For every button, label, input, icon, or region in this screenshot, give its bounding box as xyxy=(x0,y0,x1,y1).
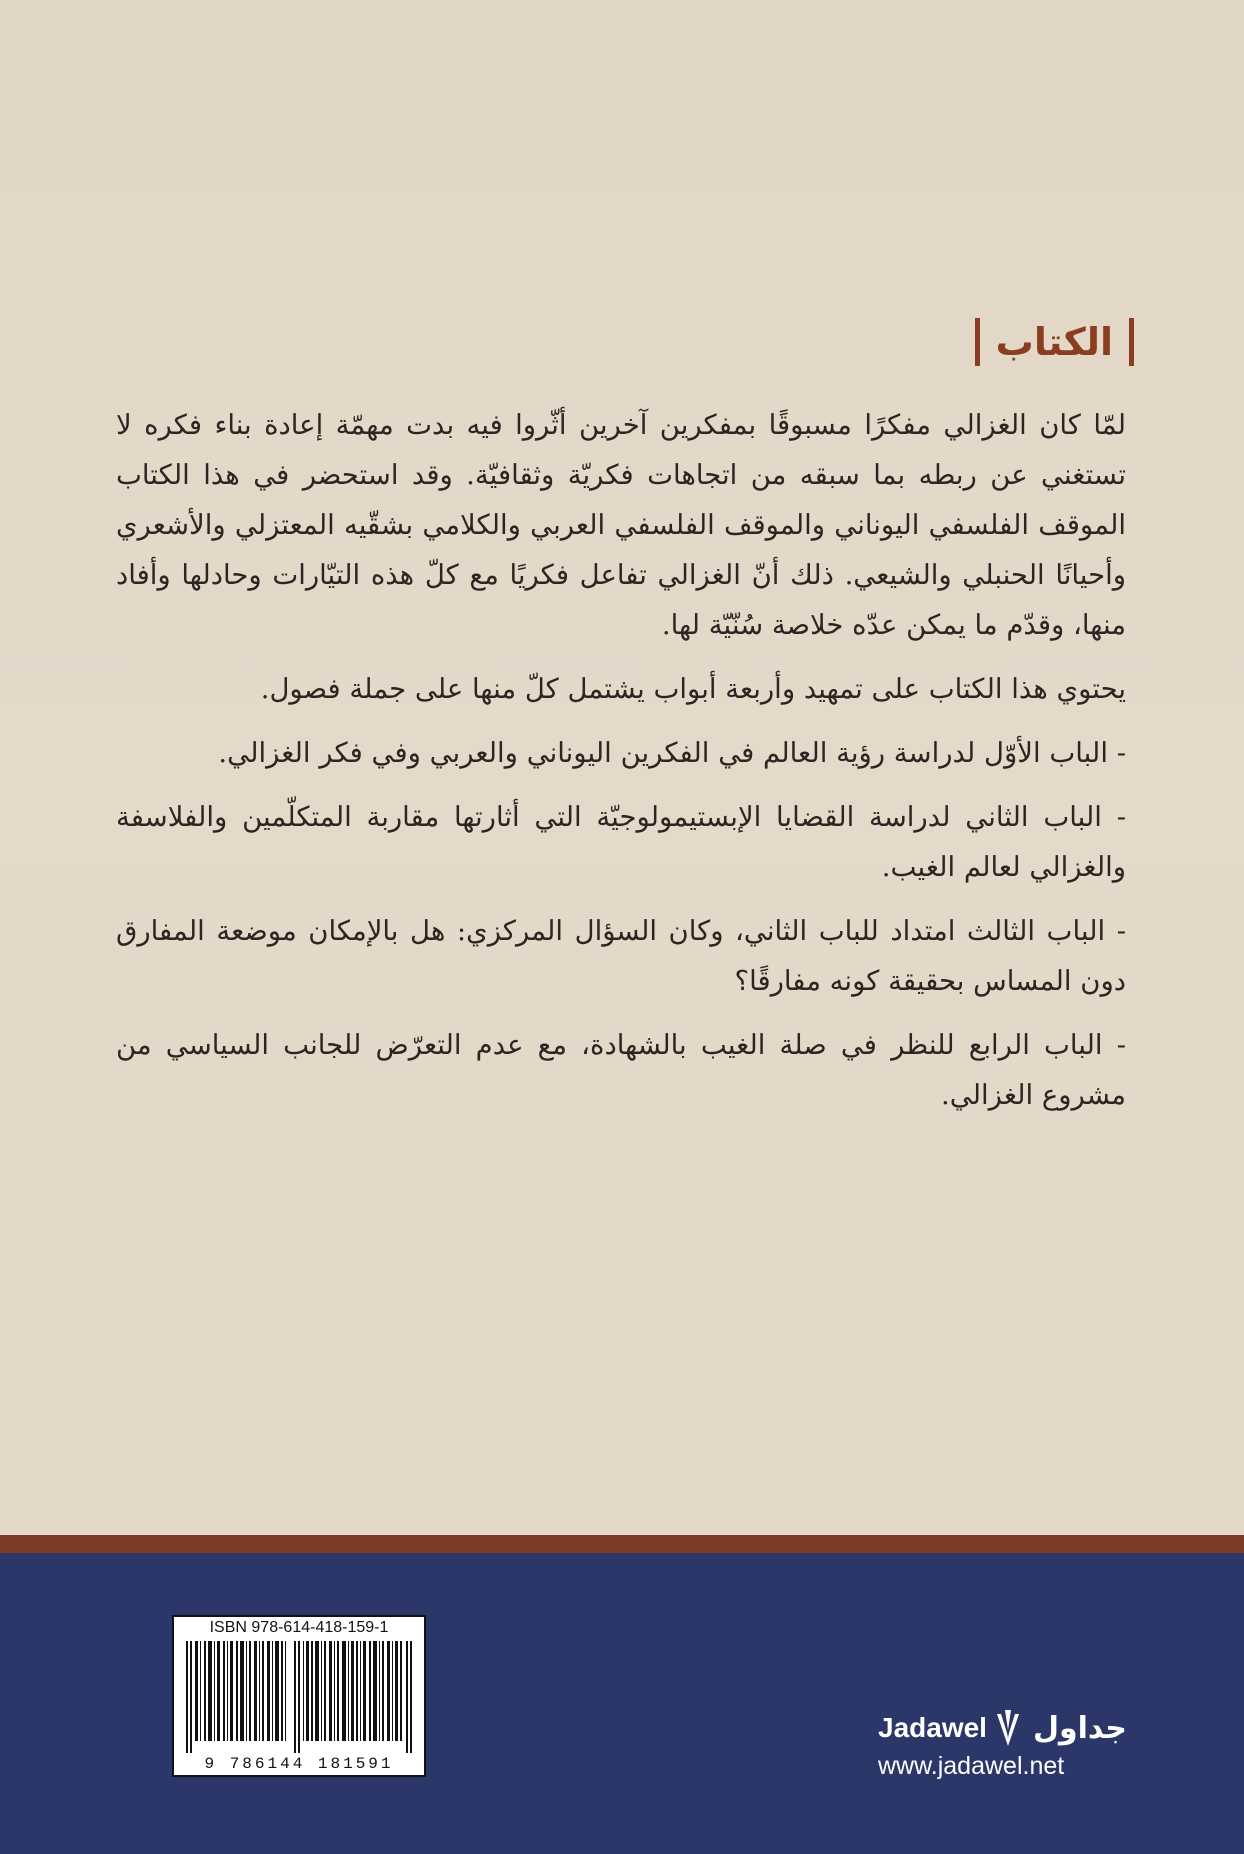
publisher-logo xyxy=(878,1708,1127,1781)
paragraph-part-1: - الباب الأوّل لدراسة رؤية العالم في الفكرين اليوناني والعربي وفي فكر الغزالي. xyxy=(218,737,1126,769)
publisher-leaf-icon xyxy=(991,1708,1025,1748)
heading-title: الكتاب xyxy=(995,320,1113,364)
color-divider-band xyxy=(0,1535,1244,1553)
barcode-bars-graphic xyxy=(186,1641,412,1753)
paragraph-part-4: - الباب الرابع للنظر في صلة الغيب بالشهادة، مع عدم التعرّض للجانب السياسي من مشروع الغزالي. xyxy=(116,1029,1126,1111)
publisher-name-arabic: جداول xyxy=(1032,1710,1127,1746)
paragraph-intro: لمّا كان الغزالي مفكرًا مسبوقًا بمفكرين آخرين أثّروا فيه بدت مهمّة إعادة بناء فكره لا تستغني عن ربطه بما سبقه من اتجاهات فكريّة وثقافيّة. وقد استحضر في هذا الكتاب الموقف الفلسفي اليوناني والموقف الفلسفي العربي والكلامي بشقّيه المعتزلي والأشعري وأحيانًا الحنبلي والشيعي. ذلك أنّ الغزالي تفاعل فكريًا مع كلّ هذه التيّارات وحادلها وأفاد منها، وقدّم ما يمكن عدّه خلاصة سُنّيّة لها. xyxy=(116,409,1126,641)
paragraph-structure: يحتوي هذا الكتاب على تمهيد وأربعة أبواب يشتمل كلّ منها على جملة فصول. xyxy=(260,673,1126,705)
publisher-url: www.jadawel.net xyxy=(878,1752,1065,1780)
publisher-name-latin: Jadawel xyxy=(878,1712,987,1743)
heading-bar-left xyxy=(975,318,980,366)
isbn-barcode xyxy=(172,1615,426,1777)
isbn-label: ISBN 978-614-418-159-1 xyxy=(209,1619,389,1636)
barcode-digits: 9 786144 181591 xyxy=(204,1755,394,1773)
paragraph-part-3: - الباب الثالث امتداد للباب الثاني، وكان السؤال المركزي: هل بالإمكان موضعة المفارق دون المساس بحقيقة كونه مفارقًا؟ xyxy=(116,915,1126,997)
section-heading xyxy=(975,318,1134,366)
paragraph-part-2: - الباب الثاني لدراسة القضايا الإبستيمولوجيّة التي أثارتها مقاربة المتكلّمين والفلاسفة والغزالي لعالم الغيب. xyxy=(116,801,1126,883)
heading-bar-right xyxy=(1129,318,1134,366)
blurb-text xyxy=(116,400,1126,1134)
